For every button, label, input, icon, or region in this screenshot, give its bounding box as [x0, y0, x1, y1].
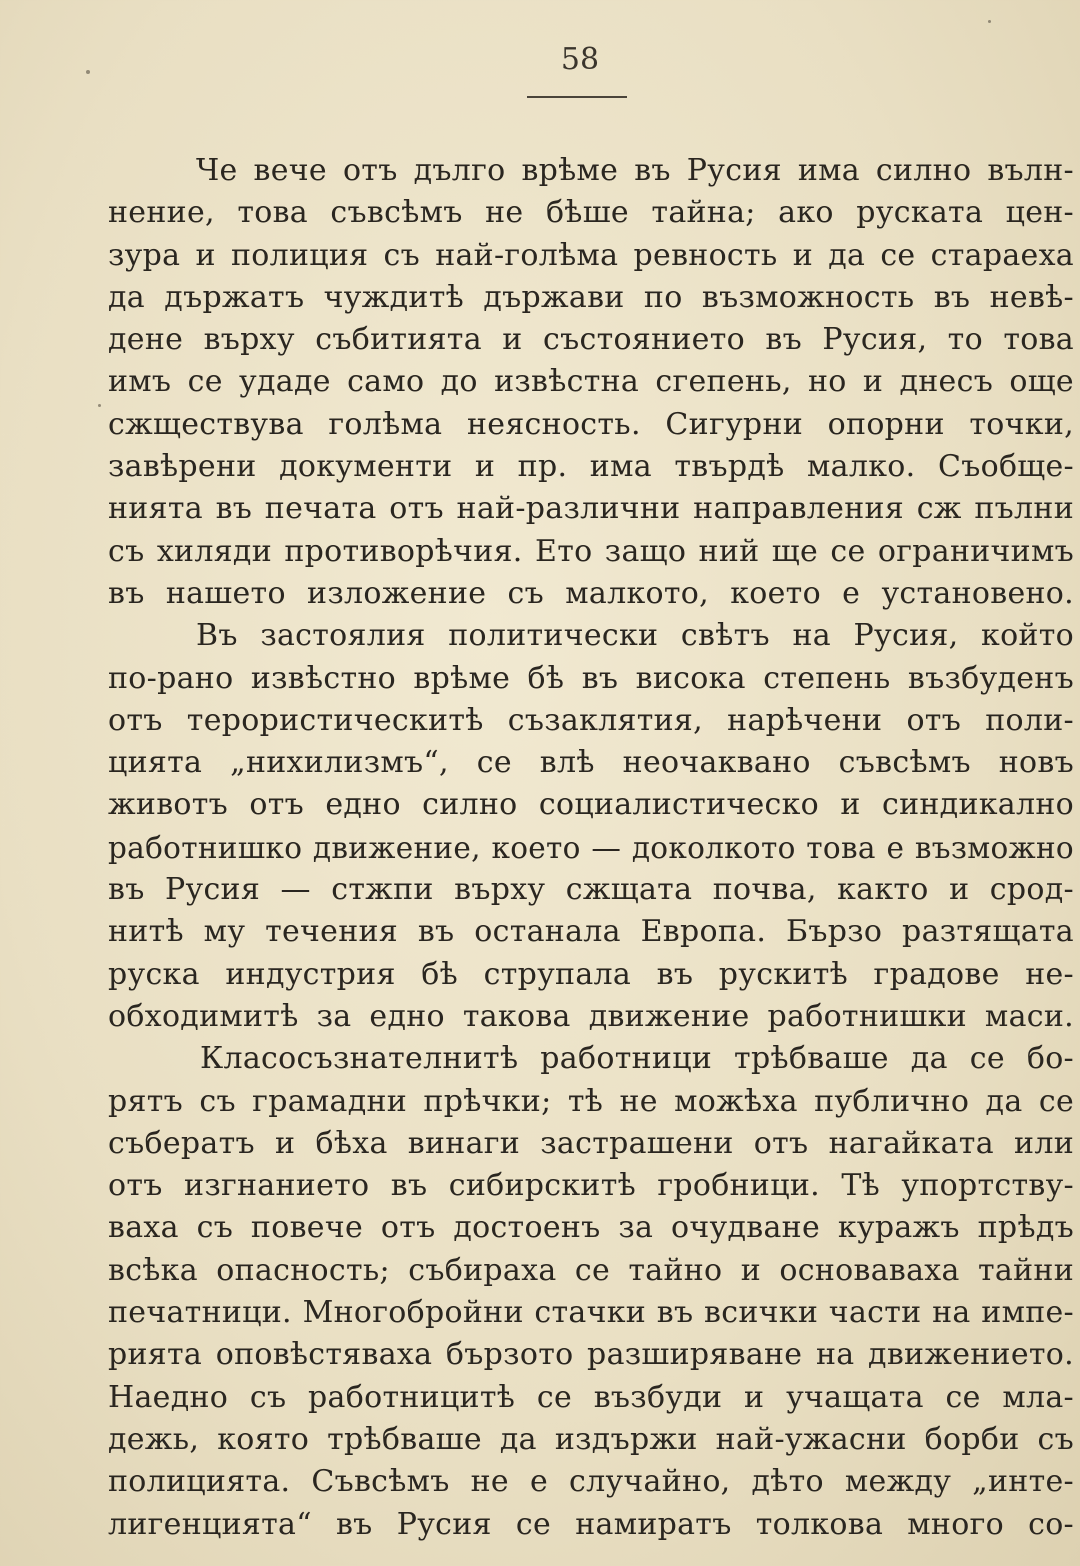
text-line: имъ се удаде само до извѣстна сгепень, но и днесъ още: [108, 364, 1074, 400]
text-line: ваха съ повече отъ достоенъ за очудване куражъ прѣдъ: [108, 1210, 1074, 1246]
paragraph: [108, 615, 1074, 1038]
header-rule: [527, 96, 627, 98]
text-line: дене върху събитията и състоянието въ Русия, то това: [108, 322, 1074, 358]
text-line: да държатъ чуждитѣ държави по възможность въ невѣ-: [108, 279, 1074, 315]
print-speck: [988, 20, 991, 23]
text-line: отъ терористическитѣ съзаклятия, нарѣчени отъ поли-: [108, 702, 1074, 738]
text-line: събератъ и бѣха винаги застрашени отъ нагайката или: [108, 1125, 1074, 1161]
text-line: лигенцията“ въ Русия се намиратъ толкова много со-: [108, 1506, 1074, 1542]
text-line: Че вече отъ дълго врѣме въ Русия има силно вълн-: [196, 153, 1074, 188]
text-line: Въ застоялия политически свѣтъ на Русия, който: [196, 618, 1074, 654]
text-line: нията въ печата отъ най-различни направления сж пълни: [108, 491, 1074, 527]
text-line: обходимитѣ за едно такова движение работнишки маси.: [108, 998, 1074, 1034]
text-line: всѣка опасность; събираха се тайно и основаваха тайни: [108, 1252, 1074, 1288]
text-line: животъ отъ едно силно социалистическо и синдикално: [108, 787, 1074, 823]
page-number: 58: [560, 42, 600, 77]
text-line: отъ изгнанието въ сибирскитѣ гробници. Тѣ упортству-: [108, 1168, 1074, 1204]
text-line: руска индустрия бѣ струпала въ рускитѣ градове не-: [108, 956, 1074, 992]
text-line: по-рано извѣстно врѣме бѣ въ висока степень възбуденъ: [108, 660, 1074, 696]
text-line: Наедно съ работницитѣ се възбуди и учащата се мла-: [108, 1379, 1074, 1415]
text-line: полицията. Съвсѣмъ не е случайно, дѣто между „инте-: [108, 1464, 1074, 1500]
text-line: нитѣ му течения въ останала Европа. Бързо разтящата: [108, 914, 1074, 950]
text-line: нение, това съвсѣмъ не бѣше тайна; ако руската цен-: [108, 195, 1074, 231]
paragraph: [108, 150, 1074, 615]
text-line: въ Русия — стжпи върху сжщата почва, както и срод-: [108, 872, 1074, 908]
text-line: дежь, която трѣбваше да издържи най-ужасни борби съ: [108, 1421, 1074, 1457]
text-line: завѣрени документи и пр. има твърдѣ малко. Съобще-: [108, 449, 1074, 485]
text-line: въ нашето изложение съ малкото, което е установено.: [108, 575, 1074, 611]
text-line: съ хиляди противорѣчия. Ето защо ний ще се ограничимъ: [108, 533, 1074, 569]
text-line: рията оповѣстяваха бързото разширяване на движението.: [108, 1337, 1074, 1373]
print-speck: [98, 404, 101, 407]
paragraph: [108, 1038, 1074, 1546]
text-line: Класосъзнателнитѣ работници трѣбваше да се бо-: [200, 1041, 1074, 1077]
print-speck: [86, 70, 90, 74]
body-text: [108, 150, 1074, 1546]
text-line: рятъ съ грамадни прѣчки; тѣ не можѣха публично да се: [108, 1083, 1074, 1119]
text-line: печатници. Многобройни стачки въ всички части на импе-: [108, 1295, 1074, 1331]
text-line: работнишко движение, което — доколкото това е възможно: [108, 830, 1074, 865]
text-line: цията „нихилизмъ“, се влѣ неочаквано съвсѣмъ новъ: [108, 745, 1074, 781]
text-line: сжществува голѣма неясность. Сигурни опорни точки,: [108, 406, 1074, 442]
text-line: зура и полиция съ най-голѣма ревность и да се стараеха: [108, 237, 1074, 273]
